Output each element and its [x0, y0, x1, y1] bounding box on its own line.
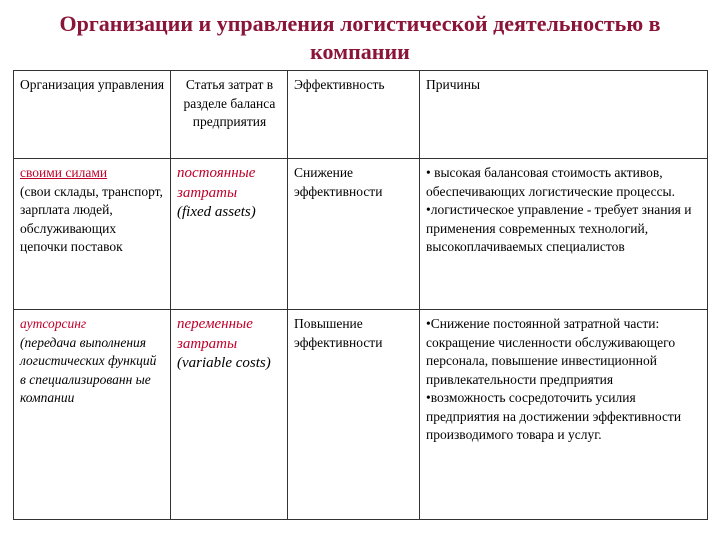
- organization-type: своими силами: [20, 165, 108, 180]
- organization-detail: (передача выполнения логистических функций в специализированн ые компании: [20, 334, 157, 405]
- cell-organization: [14, 310, 171, 520]
- table-row: [14, 159, 708, 310]
- organization-detail: (свои склады, транспорт, зарплата людей, обслуживающих цепочки поставок: [20, 183, 163, 254]
- cost-type-en: (variable costs): [177, 355, 271, 371]
- organization-type: аутсорсинг: [20, 316, 87, 331]
- cost-type: переменные затраты: [177, 316, 253, 352]
- page-title: Организации и управления логистической деятельностью в компании: [59, 11, 661, 64]
- reason-item: •логистическое управление - требует знания и применения современных технологий, высокоплачиваемых специалистов: [426, 202, 692, 254]
- header-reasons: Причины: [420, 71, 708, 159]
- cell-efficiency: Снижение эффективности: [288, 159, 420, 310]
- cell-organization: [14, 159, 171, 310]
- reason-item: •возможность сосредоточить усилия предприятия на достижении эффективности производимого товара и услуг.: [426, 390, 682, 442]
- header-cost-item: Статья затрат в разделе баланса предприятия: [171, 71, 288, 159]
- table-row: [14, 310, 708, 520]
- cell-reasons: [420, 159, 708, 310]
- reason-item: •Снижение постоянной затратной части: сокращение численности обслуживающего персонала, повышение инвестиционной привлекательности предприятия: [426, 316, 676, 387]
- cell-reasons: [420, 310, 708, 520]
- cost-type: постоянные затраты: [177, 165, 256, 201]
- header-row: [14, 71, 708, 159]
- header-efficiency: Эффективность: [288, 71, 420, 159]
- reason-item: • высокая балансовая стоимость активов, обеспечивающих логистические процессы.: [426, 165, 676, 199]
- header-organization: Организация управления: [14, 71, 171, 159]
- cell-cost-item: [171, 310, 288, 520]
- cell-efficiency: Повышение эффективности: [288, 310, 420, 520]
- cell-cost-item: [171, 159, 288, 310]
- logistics-table: [13, 70, 708, 520]
- cost-type-en: (fixed assets): [177, 204, 256, 220]
